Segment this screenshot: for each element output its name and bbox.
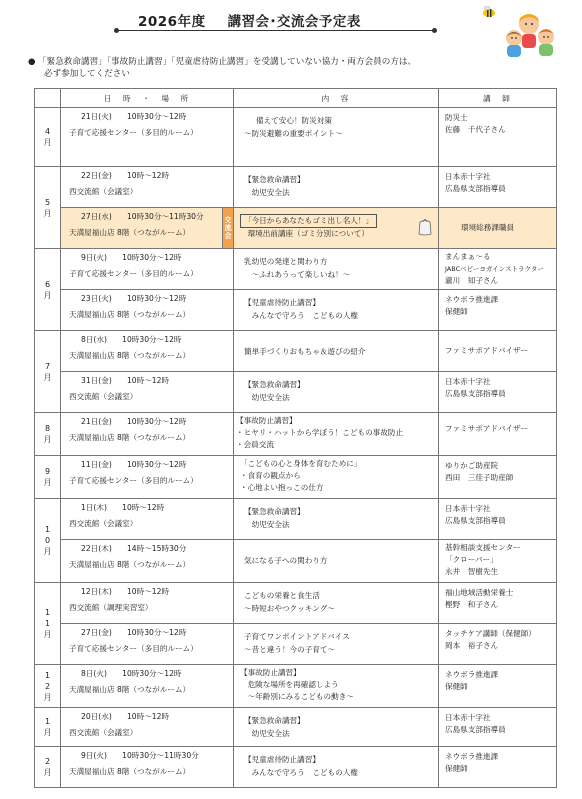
lecturer-cell xyxy=(439,665,557,708)
date-text: 31日(金) 10時～12時 xyxy=(81,376,170,385)
content-cell xyxy=(234,108,439,167)
content-cell xyxy=(234,499,439,540)
place-text: 西交流館（会議室） xyxy=(69,392,138,401)
year-label: 2026年度 xyxy=(138,14,206,30)
table-row xyxy=(35,665,557,708)
lecturer-line: 日本赤十字社 xyxy=(445,377,491,386)
month-jan: 1 月 xyxy=(35,708,61,747)
content-line: ～防災避難の重要ポイント～ xyxy=(244,129,343,138)
table-header-row xyxy=(35,89,557,108)
content-line: ・ヒヤリ・ハットから学ぼう！こどもの事故防止 xyxy=(236,428,404,437)
lecturer-cell xyxy=(439,108,557,167)
content-line: 【緊急救命講習】 xyxy=(244,175,305,184)
datetime-header: 日 時 ・ 場 所 xyxy=(61,89,234,108)
content-line: 「こどもの心と身体を育むために」 xyxy=(240,459,362,468)
lecturer-line: 「クローバー」 xyxy=(445,555,498,564)
date-text: 22日(金) 10時～12時 xyxy=(81,171,170,180)
lecturer-cell xyxy=(439,372,557,413)
lecturer-line: ネウボラ推進課 xyxy=(445,752,499,761)
content-line: ・心地よい抱っこの仕方 xyxy=(240,483,324,492)
content-line: 乳幼児の発達と関わり方 xyxy=(244,257,328,266)
place-text: 子育て応援センター（多目的ルーム） xyxy=(69,644,198,653)
table-row xyxy=(35,413,557,456)
lecturer-line: タッチケア講師（保健師） xyxy=(445,629,536,638)
lecturer-cell xyxy=(439,290,557,331)
lecturer-cell xyxy=(439,249,557,290)
content-line: 幼児安全法 xyxy=(244,729,290,738)
content-line: 備えて安心！防災対策 xyxy=(256,116,332,125)
lecturer-cell xyxy=(439,540,557,583)
content-cell xyxy=(234,456,439,499)
date-text: 1日(木) 10時～12時 xyxy=(81,503,165,512)
lecturer-line: ネウボラ推進課 xyxy=(445,670,499,679)
table-row xyxy=(35,499,557,540)
content-line: 【児童虐待防止講習】 xyxy=(244,298,320,307)
lecturer-line: ゆりかご助産院 xyxy=(445,461,499,470)
notice xyxy=(28,56,508,80)
lecturer-line: 保健師 xyxy=(445,682,468,691)
content-line: 「今日からあなたもゴミ出し名人！」 xyxy=(240,214,377,228)
place-text: 天満屋福山店 8階（つながルーム） xyxy=(69,351,191,360)
month-sep: 9 月 xyxy=(35,456,61,499)
lecturer-line: 日本赤十字社 xyxy=(445,504,491,513)
content-cell xyxy=(234,167,439,208)
lecturer-line: 永井 智樹先生 xyxy=(445,567,499,576)
lecturer-line: 保健師 xyxy=(445,764,468,773)
table-row xyxy=(35,583,557,624)
content-cell xyxy=(234,583,439,624)
lecturer-line: ネウボラ推進課 xyxy=(445,295,499,304)
place-text: 西交流館（会議室） xyxy=(69,728,138,737)
content-line: ～時短おやつクッキング～ xyxy=(244,604,335,613)
content-line: 環境出前講座（ゴミ分別について） xyxy=(240,229,369,238)
datetime-cell xyxy=(61,708,234,747)
month-apr: 4 月 xyxy=(35,108,61,167)
lecturer-cell xyxy=(439,413,557,456)
month-oct: 1 0 月 xyxy=(35,499,61,583)
place-text: 子育て応援センター（多目的ルーム） xyxy=(69,269,198,278)
lecturer-line: まんまぁ～る xyxy=(445,252,491,261)
datetime-cell xyxy=(61,499,234,540)
table-row xyxy=(35,249,557,290)
date-text: 20日(水) 10時～12時 xyxy=(81,712,170,721)
place-text: 天満屋福山店 8階（つながルーム） xyxy=(69,433,191,442)
date-text: 21日(金) 10時30分～12時 xyxy=(81,417,187,426)
datetime-cell xyxy=(61,290,234,331)
lecturer-line: 広島県支部指導員 xyxy=(445,389,506,398)
content-line: 危険な場所を再確認しよう xyxy=(240,680,339,689)
place-text: 天満屋福山店 8階（つながルーム） xyxy=(69,767,191,776)
lecturer-line: 広島県支部指導員 xyxy=(445,516,506,525)
lecturer-cell xyxy=(439,456,557,499)
table-row xyxy=(35,540,557,583)
content-line: 【緊急救命講習】 xyxy=(244,380,305,389)
content-line: みんなで守ろう こどもの人権 xyxy=(244,311,358,320)
date-text: 9日(火) 10時30分～11時30分 xyxy=(81,751,199,760)
lecturer-line: 岡本 裕子さん xyxy=(445,641,499,650)
notice-line-1: 「緊急救命講習」「事故防止講習」「児童虐待防止講習」を受講していない協力・両方会員の方は、 xyxy=(38,57,417,67)
datetime-cell xyxy=(61,108,234,167)
content-line: 【事故防止講習】 xyxy=(236,416,297,425)
title-area xyxy=(0,0,582,52)
notice-line-2: 必ず参加してください xyxy=(44,69,130,79)
datetime-cell xyxy=(61,456,234,499)
content-line: 簡単手づくりおもちゃ＆遊びの紹介 xyxy=(244,347,366,356)
date-text: 27日(金) 10時30分～12時 xyxy=(81,628,187,637)
lecturer-line: 西田 三佳子助産師 xyxy=(445,473,514,482)
datetime-cell xyxy=(61,624,234,665)
table-row xyxy=(35,208,557,249)
content-line: みんなで守ろう こどもの人権 xyxy=(244,768,358,777)
lecturer-cell xyxy=(439,708,557,747)
lecturer-cell xyxy=(439,747,557,788)
place-text: 子育て応援センター（多目的ルーム） xyxy=(69,128,198,137)
datetime-cell xyxy=(61,583,234,624)
content-line: 【事故防止講習】 xyxy=(240,668,301,677)
content-cell xyxy=(234,413,439,456)
lecturer-line: ファミサポアドバイザー xyxy=(445,346,529,355)
datetime-cell xyxy=(61,249,234,290)
content-line: 気になる子への関わり方 xyxy=(244,556,328,565)
lecturer-line: 瀧川 知子さん xyxy=(445,276,499,285)
datetime-cell xyxy=(61,372,234,413)
datetime-cell xyxy=(61,540,234,583)
date-text: 27日(水) 10時30分～11時30分 xyxy=(81,212,204,221)
content-header: 内 容 xyxy=(234,89,439,108)
lecturer-line: 基幹相談支援センター xyxy=(445,543,521,552)
content-line: 【児童虐待防止講習】 xyxy=(244,755,320,764)
lecturer-line: ファミサポアドバイザー xyxy=(445,424,529,433)
month-jun: 6 月 xyxy=(35,249,61,331)
datetime-cell xyxy=(61,167,234,208)
table-row xyxy=(35,372,557,413)
month-feb: 2 月 xyxy=(35,747,61,788)
month-jul: 7 月 xyxy=(35,331,61,413)
lecturer-line: 保健師 xyxy=(445,307,468,316)
content-line: ～年齢別にみるこどもの動き～ xyxy=(240,692,354,701)
content-line: ・会員交流 xyxy=(236,440,274,449)
lecturer-line: 日本赤十字社 xyxy=(445,713,491,722)
content-line: こどもの栄養と食生活 xyxy=(244,591,320,600)
lecturer-line: JABCベビーヨガインストラクター xyxy=(445,265,544,273)
date-text: 8日(火) 10時30分～12時 xyxy=(81,669,182,678)
date-text: 11日(金) 10時30分～12時 xyxy=(81,460,187,469)
date-text: 8日(水) 10時30分～12時 xyxy=(81,335,182,344)
place-text: 天満屋福山店 8階（つながルーム） xyxy=(69,685,191,694)
place-text: 天満屋福山店 8階（つながルーム） xyxy=(69,228,191,237)
date-text: 12日(木) 10時～12時 xyxy=(81,587,170,596)
lecturer-cell xyxy=(439,499,557,540)
lecturer-line: 福山地域活動栄養士 xyxy=(445,588,514,597)
table-row xyxy=(35,290,557,331)
month-nov: 1 1 月 xyxy=(35,583,61,665)
place-text: 天満屋福山店 8階（つながルーム） xyxy=(69,310,191,319)
garbage-bag-icon xyxy=(416,216,434,236)
page-title xyxy=(138,10,361,30)
content-line: 幼児安全法 xyxy=(244,188,290,197)
lecturer-line: 日本赤十字社 xyxy=(445,172,491,181)
table-row xyxy=(35,108,557,167)
table-row xyxy=(35,456,557,499)
table-row xyxy=(35,331,557,372)
content-cell xyxy=(234,708,439,747)
content-cell xyxy=(234,665,439,708)
lecturer-line: 佐藤 千代子さん xyxy=(445,125,506,134)
content-line: 【緊急救命講習】 xyxy=(244,716,305,725)
content-line: 幼児安全法 xyxy=(244,520,290,529)
month-aug: 8 月 xyxy=(35,413,61,456)
date-text: 21日(火) 10時30分～12時 xyxy=(81,112,187,121)
content-line: 子育てワンポイントアドバイス xyxy=(244,632,350,641)
content-line: ・食育の観点から xyxy=(240,471,301,480)
date-text: 22日(木) 14時～15時30分 xyxy=(81,544,187,553)
lecturer-line: 環境総務課職員 xyxy=(461,223,515,232)
title-label: 講習会･交流会予定表 xyxy=(227,14,361,30)
content-line: 【緊急救命講習】 xyxy=(244,507,305,516)
place-text: 子育て応援センター（多目的ルーム） xyxy=(69,476,198,485)
table-row xyxy=(35,624,557,665)
table-row xyxy=(35,747,557,788)
exchange-badge: 交流会 xyxy=(223,208,234,249)
content-cell xyxy=(234,372,439,413)
lecturer-line: 樫野 和子さん xyxy=(445,600,499,609)
lecturer-cell xyxy=(439,167,557,208)
table-row xyxy=(35,708,557,747)
datetime-cell xyxy=(61,413,234,456)
children-illustration xyxy=(502,12,560,60)
content-cell xyxy=(234,249,439,290)
datetime-cell xyxy=(61,665,234,708)
datetime-cell xyxy=(61,747,234,788)
content-cell xyxy=(234,540,439,583)
lecturer-cell xyxy=(439,583,557,624)
content-line: ～ふれあうって楽しいね！～ xyxy=(244,270,351,279)
lecturer-line: 広島県支部指導員 xyxy=(445,725,506,734)
datetime-cell xyxy=(61,331,234,372)
place-text: 西交流館（調理実習室） xyxy=(69,603,153,612)
lecturer-line: 防災士 xyxy=(445,113,468,122)
content-cell xyxy=(234,747,439,788)
title-underline xyxy=(118,30,433,31)
place-text: 天満屋福山店 8階（つながルーム） xyxy=(69,560,191,569)
bullet-icon: ● xyxy=(28,57,36,67)
lecturer-cell xyxy=(439,624,557,665)
place-text: 西交流館（会議室） xyxy=(69,519,138,528)
lecturer-line: 広島県支部指導員 xyxy=(445,184,506,193)
month-may: 5 月 xyxy=(35,167,61,249)
content-cell xyxy=(234,290,439,331)
month-header xyxy=(35,89,61,108)
table-row xyxy=(35,167,557,208)
content-cell xyxy=(234,331,439,372)
lecturer-cell xyxy=(439,331,557,372)
bee-illustration xyxy=(481,6,497,18)
lecturer-cell xyxy=(439,208,557,249)
date-text: 23日(火) 10時30分～12時 xyxy=(81,294,187,303)
content-line: 幼児安全法 xyxy=(244,393,290,402)
datetime-cell xyxy=(61,208,223,249)
content-cell xyxy=(234,208,439,249)
lecturer-header: 講 師 xyxy=(439,89,557,108)
content-cell xyxy=(234,624,439,665)
place-text: 西交流館（会議室） xyxy=(69,187,138,196)
month-dec: 1 2 月 xyxy=(35,665,61,708)
schedule-table xyxy=(34,88,557,788)
date-text: 9日(火) 10時30分～12時 xyxy=(81,253,182,262)
content-line: ～昔と違う！今の子育て～ xyxy=(244,645,336,654)
